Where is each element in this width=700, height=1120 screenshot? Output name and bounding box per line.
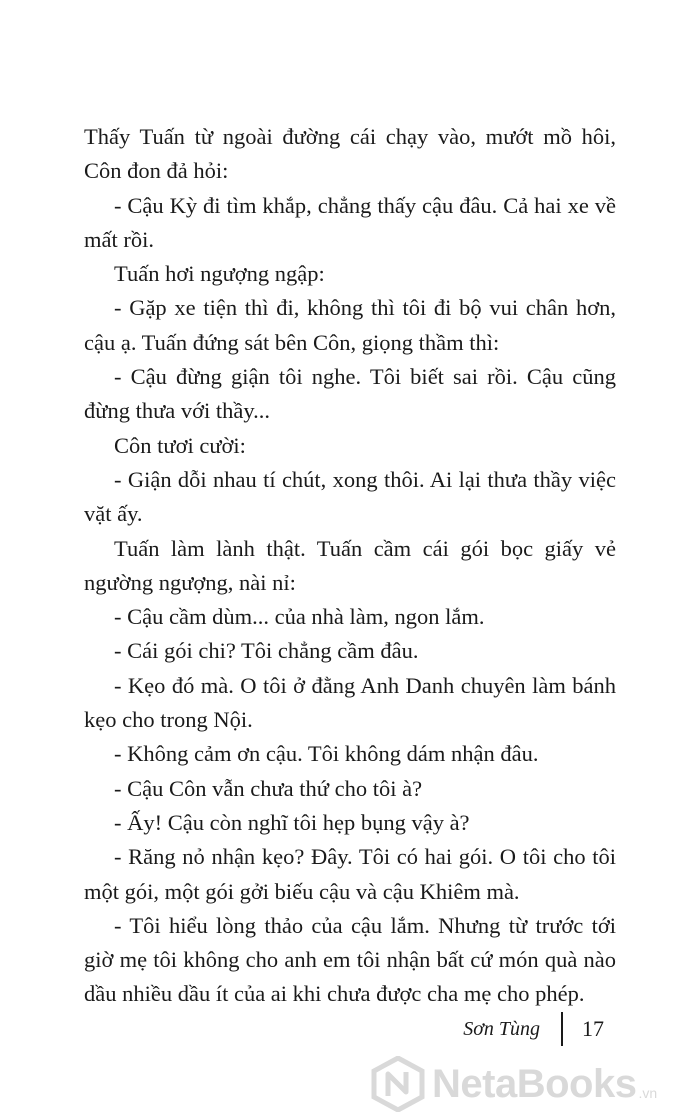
paragraph: - Cậu Kỳ đi tìm khắp, chẳng thấy cậu đâu. Cả hai xe về mất rồi. [84,192,616,252]
paragraph: - Ấy! Cậu còn nghĩ tôi hẹp bụng vậy à? [114,809,470,835]
watermark-suffix: .vn [638,1085,658,1101]
netabooks-logo-icon [370,1056,426,1112]
paragraph: Côn tươi cười: [114,432,246,458]
paragraph: Tuấn hơi ngượng ngập: [114,261,325,287]
paragraph: - Cái gói chi? Tôi chẳng cầm đâu. [114,638,419,664]
paragraph: - Tôi hiểu lòng thảo của cậu lắm. Nhưng từ trước tới giờ mẹ tôi không cho anh em tôi nhận bất cứ món quà nào dầu nhiều dầu ít của ai khi chưa được cha mẹ cho phép. [84,912,616,1007]
paragraph: - Cậu đừng giận tôi nghe. Tôi biết sai rồi. Cậu cũng đừng thưa với thầy... [84,364,616,424]
page-number: 17 [582,1016,604,1041]
paragraph: - Giận dỗi nhau tí chút, xong thôi. Ai lại thưa thầy việc vặt ấy. [84,466,616,527]
paragraph: - Gặp xe tiện thì đi, không thì tôi đi bộ vui chân hơn, cậu ạ. Tuấn đứng sát bên Côn, giọng thầm thì: [84,295,616,355]
watermark-brand: NetaBooks [432,1061,637,1106]
footer-divider [561,1012,563,1046]
paragraph: - Cậu cầm dùm... của nhà làm, ngon lắm. [114,604,485,630]
page-body [84,120,616,1012]
watermark [370,1052,700,1116]
paragraph: - Không cảm ơn cậu. Tôi không dám nhận đâu. [114,741,539,767]
author-name: Sơn Tùng [463,1018,540,1040]
paragraph: - Răng nỏ nhận kẹo? Đây. Tôi có hai gói. O tôi cho tôi một gói, một gói gởi biếu cậu và cậu Khiêm mà. [84,844,616,904]
paragraph: - Kẹo đó mà. O tôi ở đằng Anh Danh chuyên làm bánh kẹo cho trong Nội. [84,672,616,733]
paragraph: Thấy Tuấn từ ngoài đường cái chạy vào, mướt mồ hôi, Côn đon đả hỏi: [84,124,616,184]
page-footer [0,1012,700,1052]
paragraph: Tuấn làm lành thật. Tuấn cầm cái gói bọc giấy vẻ ngường ngượng, nài nỉ: [84,535,616,595]
paragraph: - Cậu Côn vẫn chưa thứ cho tôi à? [114,775,423,801]
